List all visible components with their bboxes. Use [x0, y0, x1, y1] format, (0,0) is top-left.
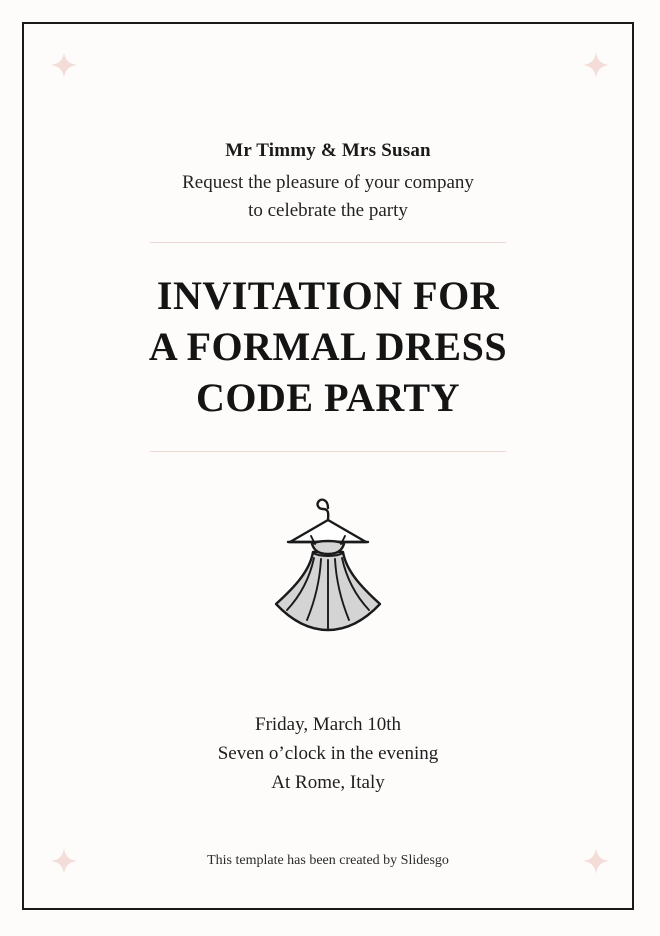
- request-line-2: to celebrate the party: [248, 200, 408, 221]
- event-date: Friday, March 10th: [255, 714, 401, 735]
- divider-bottom: [150, 451, 506, 452]
- title-line-2: A FORMAL DRESS: [148, 324, 508, 369]
- event-place: At Rome, Italy: [271, 772, 385, 793]
- divider-top: [150, 242, 506, 243]
- event-details: [22, 710, 634, 797]
- dress-on-hanger-icon: [218, 474, 438, 659]
- page-title: [22, 270, 634, 423]
- card-content: [22, 22, 634, 910]
- event-time: Seven o’clock in the evening: [217, 743, 439, 764]
- template-credit: This template has been created by Slidesgo: [207, 853, 449, 868]
- request-line-1: Request the pleasure of your company: [182, 172, 474, 193]
- title-line-3: CODE PARTY: [196, 375, 460, 420]
- title-line-1: INVITATION FOR: [156, 273, 500, 318]
- request-text: [22, 169, 634, 225]
- hosts-line: Mr Timmy & Mrs Susan: [225, 140, 431, 161]
